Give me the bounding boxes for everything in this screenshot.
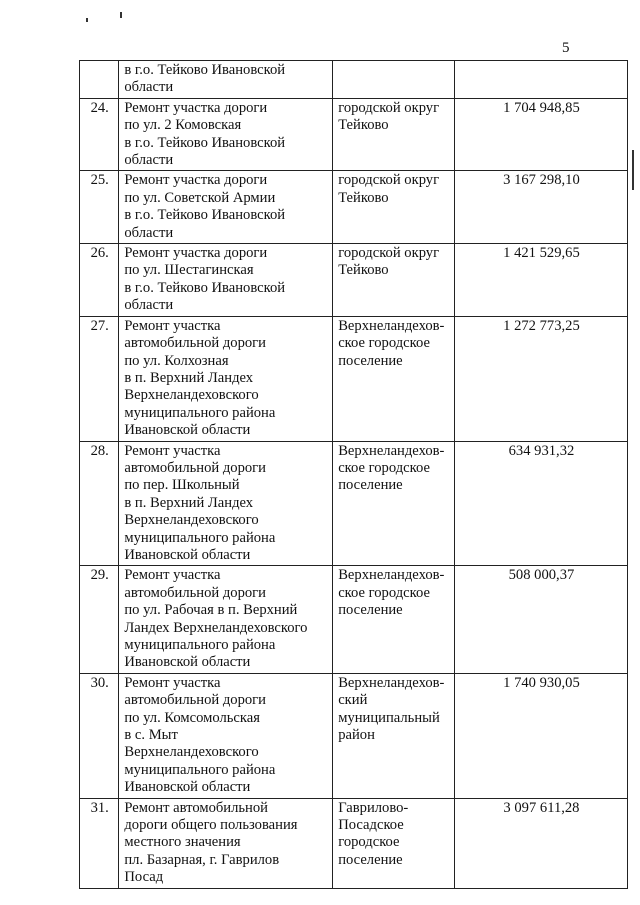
municipality-line: Верхнеландехов- bbox=[338, 674, 445, 691]
row-number bbox=[80, 61, 119, 99]
object-name-cell bbox=[119, 798, 333, 888]
municipality-line: ское городское bbox=[338, 584, 430, 601]
object-name-line: Ремонт участка bbox=[124, 674, 221, 691]
municipality-line: поселение bbox=[338, 851, 403, 868]
amount-cell: 508 000,37 bbox=[454, 566, 627, 673]
scan-mark bbox=[86, 18, 88, 22]
row-number: 24. bbox=[80, 98, 119, 171]
municipality-cell bbox=[333, 673, 455, 798]
object-name-line: Ремонт участка bbox=[124, 317, 221, 334]
municipality-line: Посадское bbox=[338, 817, 404, 834]
table-row bbox=[80, 441, 628, 566]
object-name-line: Верхнеландеховского bbox=[124, 387, 259, 404]
amount-cell: 3 097 611,28 bbox=[454, 798, 627, 888]
object-name-line: в г.о. Тейково Ивановской bbox=[124, 207, 286, 224]
scan-mark bbox=[120, 12, 122, 18]
object-name-cell bbox=[119, 98, 333, 171]
municipality-line: поселение bbox=[338, 352, 403, 369]
row-number: 26. bbox=[80, 244, 119, 317]
object-name-cell bbox=[119, 441, 333, 566]
municipality-line: ское городское bbox=[338, 459, 430, 476]
row-number: 31. bbox=[80, 798, 119, 888]
municipality-line: Тейково bbox=[338, 262, 389, 279]
object-name-line: по ул. Комсомольская bbox=[124, 709, 260, 726]
row-number: 25. bbox=[80, 171, 119, 244]
object-name-cell bbox=[119, 566, 333, 673]
object-name-line: по ул. Рабочая в п. Верхний bbox=[124, 602, 298, 619]
object-name-line: автомобильной дороги bbox=[124, 584, 266, 601]
municipality-cell bbox=[333, 566, 455, 673]
municipality-line: Тейково bbox=[338, 189, 389, 206]
object-name-line: в г.о. Тейково Ивановской bbox=[124, 62, 286, 78]
object-name-line: по пер. Школьный bbox=[124, 477, 240, 494]
municipality-line: городской округ bbox=[338, 245, 440, 262]
object-name-cell bbox=[119, 316, 333, 441]
object-name-line: Ландех Верхнеландеховского bbox=[124, 619, 308, 636]
table-row bbox=[80, 61, 628, 99]
object-name-line: по ул. Шестагинская bbox=[124, 262, 254, 279]
municipality-cell bbox=[333, 98, 455, 171]
object-name-line: пл. Базарная, г. Гаврилов bbox=[124, 851, 280, 868]
municipality-line: муниципальный bbox=[338, 709, 440, 726]
amount-cell: 1 704 948,85 bbox=[454, 98, 627, 171]
object-name-line: муниципального района bbox=[124, 529, 276, 546]
row-number: 30. bbox=[80, 673, 119, 798]
object-name-line: в с. Мыт bbox=[124, 727, 178, 744]
object-name-line: области bbox=[124, 79, 174, 96]
scan-mark bbox=[632, 150, 634, 190]
municipality-cell bbox=[333, 316, 455, 441]
object-name-line: Верхнеландеховского bbox=[124, 512, 259, 529]
municipality-line: поселение bbox=[338, 602, 403, 619]
municipality-cell bbox=[333, 61, 455, 99]
municipality-line: городское bbox=[338, 834, 400, 851]
object-name-line: области bbox=[124, 152, 174, 169]
municipality-line: городской округ bbox=[338, 99, 440, 116]
object-name-cell bbox=[119, 171, 333, 244]
object-name-line: автомобильной дороги bbox=[124, 335, 266, 352]
amount-cell: 1 272 773,25 bbox=[454, 316, 627, 441]
object-name-line: в п. Верхний Ландех bbox=[124, 369, 254, 386]
object-name-line: в г.о. Тейково Ивановской bbox=[124, 134, 286, 151]
object-name-line: Ивановской области bbox=[124, 654, 251, 671]
municipality-line: поселение bbox=[338, 477, 403, 494]
table-row bbox=[80, 798, 628, 888]
municipality-line: городской округ bbox=[338, 172, 440, 189]
object-name-line: в п. Верхний Ландех bbox=[124, 494, 254, 511]
table-body bbox=[80, 61, 628, 889]
municipality-line: Верхнеландехов- bbox=[338, 442, 445, 459]
object-name-line: Ивановской области bbox=[124, 779, 251, 796]
object-name-line: Ремонт участка дороги bbox=[124, 172, 268, 189]
object-name-line: автомобильной дороги bbox=[124, 459, 266, 476]
amount-cell bbox=[454, 61, 627, 99]
municipality-cell bbox=[333, 798, 455, 888]
object-name-line: области bbox=[124, 224, 174, 241]
object-name-line: области bbox=[124, 297, 174, 314]
object-name-line: Ремонт участка дороги bbox=[124, 245, 268, 262]
object-name-line: муниципального района bbox=[124, 761, 276, 778]
table-row bbox=[80, 673, 628, 798]
amount-cell: 3 167 298,10 bbox=[454, 171, 627, 244]
object-name-line: в г.о. Тейково Ивановской bbox=[124, 279, 286, 296]
table-row bbox=[80, 98, 628, 171]
road-repair-table bbox=[79, 60, 628, 889]
object-name-line: муниципального района bbox=[124, 637, 276, 653]
object-name-line: по ул. 2 Комовская bbox=[124, 117, 242, 134]
row-number: 27. bbox=[80, 316, 119, 441]
amount-cell: 1 421 529,65 bbox=[454, 244, 627, 317]
object-name-line: Ремонт автомобильной bbox=[124, 799, 268, 816]
object-name-line: Верхнеландеховского bbox=[124, 744, 259, 761]
object-name-cell bbox=[119, 61, 333, 99]
municipality-line: район bbox=[338, 727, 375, 744]
object-name-line: Посад bbox=[124, 869, 164, 886]
row-number: 28. bbox=[80, 441, 119, 566]
municipality-line: Тейково bbox=[338, 117, 389, 134]
municipality-cell bbox=[333, 441, 455, 566]
municipality-line: Гаврилово- bbox=[338, 799, 409, 816]
table-row bbox=[80, 316, 628, 441]
municipality-line: ский bbox=[338, 692, 368, 709]
object-name-line: автомобильной дороги bbox=[124, 692, 266, 709]
object-name-line: Ивановской области bbox=[124, 546, 251, 563]
object-name-line: по ул. Советской Армии bbox=[124, 189, 276, 206]
amount-cell: 1 740 930,05 bbox=[454, 673, 627, 798]
table-row bbox=[80, 566, 628, 673]
object-name-line: Ремонт участка bbox=[124, 567, 221, 584]
object-name-line: местного значения bbox=[124, 834, 241, 851]
table-row bbox=[80, 171, 628, 244]
amount-cell: 634 931,32 bbox=[454, 441, 627, 566]
row-number: 29. bbox=[80, 566, 119, 673]
object-name-line: Ремонт участка дороги bbox=[124, 99, 268, 116]
municipality-line: ское городское bbox=[338, 335, 430, 352]
object-name-cell bbox=[119, 673, 333, 798]
object-name-line: муниципального района bbox=[124, 404, 276, 421]
object-name-line: Ремонт участка bbox=[124, 442, 221, 459]
table-row bbox=[80, 244, 628, 317]
object-name-line: дороги общего пользования bbox=[124, 817, 298, 834]
object-name-line: Ивановской области bbox=[124, 422, 251, 439]
object-name-cell bbox=[119, 244, 333, 317]
object-name-line: по ул. Колхозная bbox=[124, 352, 229, 369]
municipality-line: Верхнеландехов- bbox=[338, 317, 445, 334]
municipality-cell bbox=[333, 244, 455, 317]
page-number: 5 bbox=[562, 40, 570, 56]
municipality-cell bbox=[333, 171, 455, 244]
municipality-line: Верхнеландехов- bbox=[338, 567, 445, 584]
